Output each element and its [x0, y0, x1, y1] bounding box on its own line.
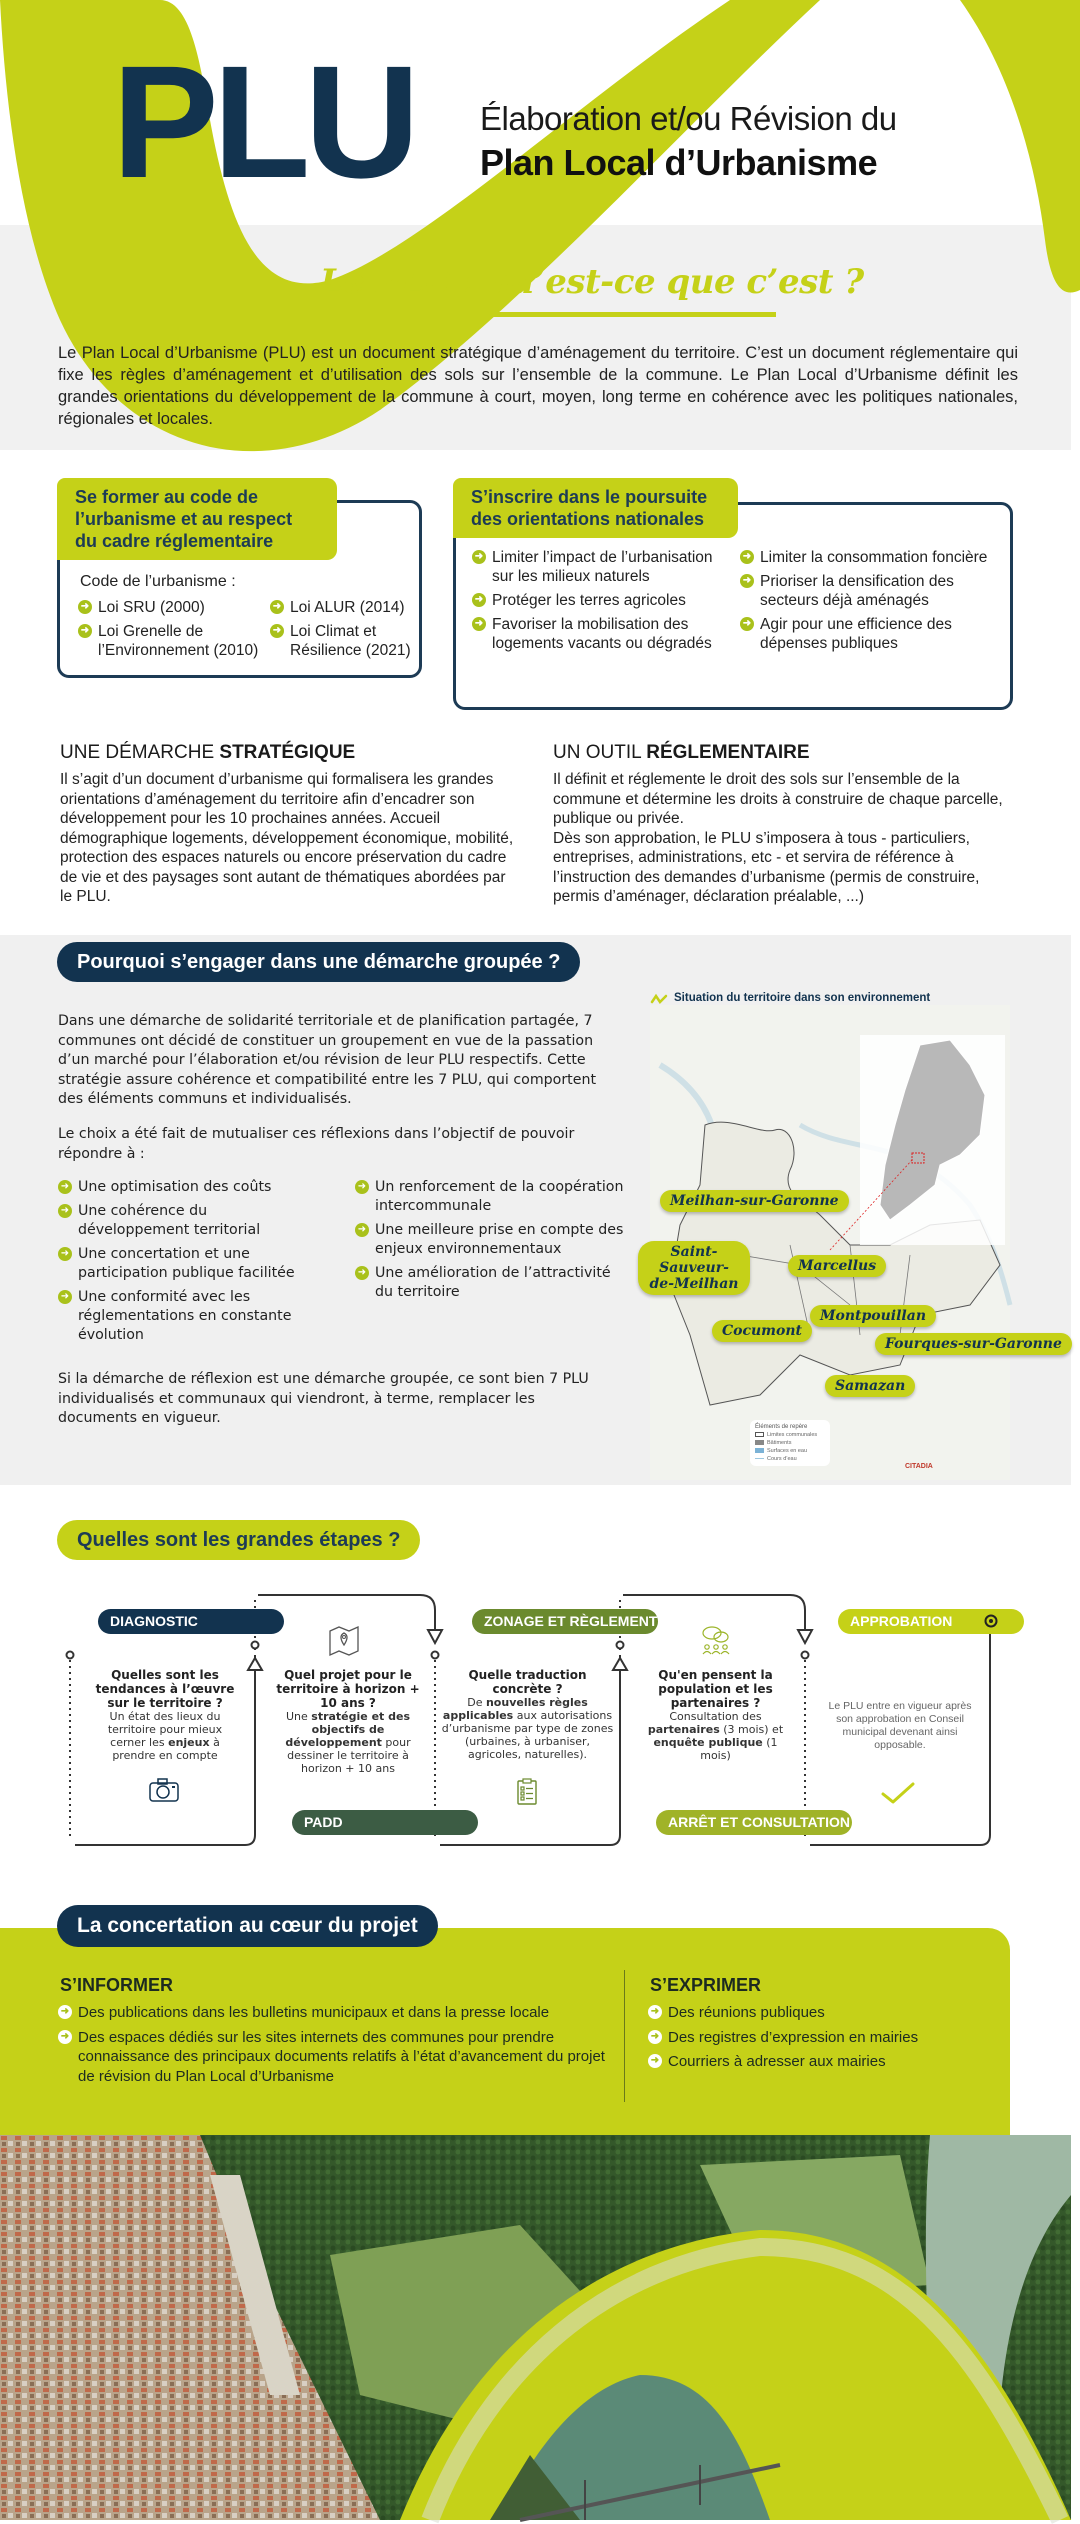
citadia-logo: CITADIA: [905, 1463, 933, 1470]
arrow-icon: ➜: [740, 617, 754, 631]
list-item: ➜ Protéger les terres agricoles: [472, 591, 727, 610]
step-arret: Qu'en pensent la population et les partenaires ? Consultation des partenaires (3 mois) et enquête publique (1 mois): [647, 1668, 784, 1762]
arrow-icon: ➜: [355, 1223, 369, 1237]
header-title: Plan Local d’Urbanisme: [480, 142, 878, 183]
arrow-icon: ➜: [58, 2005, 72, 2019]
stage-zonage: ZONAGE ET RÈGLEMENT: [472, 1609, 658, 1634]
legend-item: Limites communales: [755, 1431, 825, 1439]
step-padd: Quel projet pour le territoire à horizon + 10 ans ? Une stratégie et des objectifs de développement pour dessiner le territoire à horizon + 10 ans: [276, 1668, 420, 1775]
list-item: ➜ Une cohérence du développement territorial: [58, 1202, 318, 1240]
commune-label: Meilhan-sur-Garonne: [660, 1190, 849, 1212]
reglementaire-text: Il définit et réglemente le droit des sols sur l’ensemble de la commune et détermine les droits à construire de chaque parcelle, publique ou privée. Dès son approbation, le PLU s’imposera à tous - particuliers, entreprises, administrations, etc - et servira de référence à l’instruction des demandes d’urbanisme (permis de construire, permis d’aménager, déclaration préalable, ...): [553, 771, 1003, 905]
stage-approbation: APPROBATION: [838, 1609, 1024, 1634]
arrow-icon: ➜: [355, 1266, 369, 1280]
legend-item: Surfaces en eau: [755, 1447, 825, 1455]
concertation-title: La concertation au cœur du projet: [57, 1905, 438, 1947]
groupee-paragraph-2: Le choix a été fait de mutualiser ces réflexions dans l’objectif de pouvoir répondre à :: [58, 1126, 575, 1162]
arrow-icon: ➜: [78, 624, 92, 638]
arrow-icon: ➜: [58, 2030, 72, 2044]
header-subtitle: Élaboration et/ou Révision du: [480, 100, 897, 137]
arrow-icon: ➜: [58, 1290, 72, 1304]
list-item: ➜ Courriers à adresser aux mairies: [648, 2052, 948, 2072]
code-urbanisme-lead: Code de l’urbanisme :: [80, 573, 236, 590]
squiggle-icon: [650, 993, 668, 1005]
arrow-icon: ➜: [78, 600, 92, 614]
code-urbanisme-title: Se former au code de l’urbanisme et au respect du cadre réglementaire: [57, 478, 337, 560]
list-item: ➜ Loi SRU (2000): [78, 598, 263, 617]
strategique-heading: UNE DÉMARCHE STRATÉGIQUE: [60, 742, 356, 763]
list-item: ➜ Prioriser la densification des secteurs déjà aménagés: [740, 572, 1000, 610]
arrow-icon: ➜: [58, 1180, 72, 1194]
list-item: ➜ Une conformité avec les réglementations en constante évolution: [58, 1288, 318, 1345]
checklist-icon: [516, 1778, 538, 1806]
plu-logo: PLU: [112, 32, 414, 211]
end-target-icon: [983, 1613, 999, 1629]
commune-label: Samazan: [825, 1375, 915, 1397]
strategique-text: Il s’agit d’un document d’urbanisme qui formalisera les grandes orientations d’aménagement du territoire afin d’encadrer son développement pour les 10 prochaines années. Accueil démographique logements, développement économique, mobilité, protection des espaces naturels ou encore préservation du cadre de vie et des paysages sont autant de thématiques abordées par le PLU.: [60, 771, 514, 905]
step-approbation: Le PLU entre en vigueur après son approbation en Conseil municipal devenant ainsi opposable.: [828, 1700, 972, 1751]
stage-padd: PADD: [292, 1810, 478, 1835]
orientations-title: S’inscrire dans le poursuite des orientations nationales: [453, 478, 738, 538]
checkmark-icon: [880, 1780, 916, 1806]
exprimer-heading: S’EXPRIMER: [650, 1975, 762, 1995]
intro-text: Le Plan Local d’Urbanisme (PLU) est un document stratégique d’aménagement du territoire. C’est un document réglementaire qui fixe les règles d’aménagement et d’utilisation des sols sur l’ensemble de la commune. Le Plan Local d’Urbanisme définit les grandes orientations du développement de la commune à court, moyen, long terme en cohérence avec les politiques nationales, régionales et locales.: [58, 344, 1018, 428]
step-diagnostic: Quelles sont les tendances à l’œuvre sur le territoire ? Un état des lieux du territoire pour mieux cerner les enjeux à prendre en compte: [95, 1668, 235, 1762]
arrow-icon: ➜: [648, 2054, 662, 2068]
groupee-title: Pourquoi s’engager dans une démarche groupée ?: [57, 942, 580, 982]
arrow-icon: ➜: [740, 574, 754, 588]
groupee-benefits-col2: [355, 1178, 625, 1307]
list-item: ➜ Agir pour une efficience des dépenses publiques: [740, 615, 1000, 653]
code-laws-col2: [270, 598, 420, 665]
commune-label: Marcellus: [788, 1255, 886, 1277]
list-item: ➜ Des publications dans les bulletins municipaux et dans la presse locale: [58, 2003, 618, 2023]
list-item: ➜ Des espaces dédiés sur les sites internets des communes pour prendre connaissance des principaux documents relatifs à l’état d’avancement du projet de révision du Plan Local d’Urbanisme: [58, 2028, 618, 2087]
map-pin-icon: [328, 1625, 360, 1657]
list-item: ➜ Limiter la consommation foncière: [740, 548, 1000, 567]
list-item: ➜ Un renforcement de la coopération intercommunale: [355, 1178, 625, 1216]
list-item: ➜ Une concertation et une participation publique facilitée: [58, 1245, 318, 1283]
intro-title: Le PLU : qu’est-ce que c’est ?: [320, 262, 864, 302]
arrow-icon: ➜: [355, 1180, 369, 1194]
informer-list: [58, 2003, 618, 2091]
territory-map[interactable]: [649, 1005, 1062, 1480]
list-item: ➜ Une optimisation des coûts: [58, 1178, 318, 1197]
arrow-icon: ➜: [740, 550, 754, 564]
reglementaire-heading: UN OUTIL RÉGLEMENTAIRE: [553, 742, 810, 763]
aerial-photo: [0, 2135, 1071, 2520]
orientations-col2: [740, 548, 1000, 658]
orientations-col1: [472, 548, 727, 658]
list-item: ➜ Une amélioration de l’attractivité du territoire: [355, 1264, 625, 1302]
list-item: ➜ Loi Grenelle de l’Environnement (2010): [78, 622, 263, 660]
title-underline: [320, 312, 776, 317]
camera-icon: [148, 1777, 180, 1803]
arrow-icon: ➜: [270, 624, 284, 638]
commune-label: Cocumont: [712, 1320, 812, 1342]
groupee-paragraph-1: Dans une démarche de solidarité territoriale et de planification partagée, 7 communes ont décidé de constituer un groupement en vue de la passation d’un marché pour l’élaboration et/ou révision de leur PLU respectifs. Cette stratégie assure cohérence et compatibilité entre les 7 PLU, qui comportent des éléments communs et individualisés.: [58, 1013, 597, 1107]
legend-item: Cours d’eau: [755, 1455, 825, 1463]
informer-heading: S’INFORMER: [60, 1975, 174, 1995]
arrow-icon: ➜: [472, 550, 486, 564]
arrow-icon: ➜: [472, 593, 486, 607]
list-item: ➜ Une meilleure prise en compte des enjeux environnementaux: [355, 1221, 625, 1259]
list-item: ➜ Loi ALUR (2014): [270, 598, 420, 617]
map-title: Situation du territoire dans son environnement: [674, 992, 931, 1004]
stage-arret: ARRÊT ET CONSULTATION: [656, 1810, 852, 1835]
column-divider: [624, 1970, 625, 2102]
arrow-icon: ➜: [270, 600, 284, 614]
step-zonage: Quelle traduction concrète ? De nouvelles règles applicables aux autorisations d’urbanisme par type de zones (urbaines, à urbaniser, agricoles, naturelles).: [441, 1668, 614, 1761]
map-legend: Éléments de repère Limites communales Bâtiments Surfaces en eau Cours d’eau: [750, 1420, 830, 1466]
arrow-icon: ➜: [472, 617, 486, 631]
arrow-icon: ➜: [648, 2005, 662, 2019]
arrow-icon: ➜: [58, 1204, 72, 1218]
arrow-icon: ➜: [648, 2030, 662, 2044]
list-item: ➜ Des réunions publiques: [648, 2003, 948, 2023]
list-item: ➜ Loi Climat et Résilience (2021): [270, 622, 420, 660]
groupee-benefits-col1: [58, 1178, 318, 1350]
aerial-photo-graphic: [0, 2135, 1071, 2520]
commune-label: Saint-Sauveur-de-Meilhan: [638, 1241, 750, 1295]
etapes-title: Quelles sont les grandes étapes ?: [57, 1520, 420, 1560]
discussion-people-icon: [700, 1625, 732, 1655]
legend-item: Bâtiments: [755, 1439, 825, 1447]
stage-diagnostic: DIAGNOSTIC: [98, 1609, 284, 1634]
arrow-icon: ➜: [58, 1247, 72, 1261]
commune-label: Fourques-sur-Garonne: [875, 1333, 1072, 1355]
exprimer-list: [648, 2003, 948, 2077]
commune-label: Montpouillan: [810, 1305, 936, 1327]
list-item: ➜ Favoriser la mobilisation des logements vacants ou dégradés: [472, 615, 727, 653]
list-item: ➜ Des registres d’expression en mairies: [648, 2028, 948, 2048]
code-laws-col1: [78, 598, 263, 665]
list-item: ➜ Limiter l’impact de l’urbanisation sur les milieux naturels: [472, 548, 727, 586]
groupee-paragraph-3: Si la démarche de réflexion est une démarche groupée, ce sont bien 7 PLU individualisés et communaux qui viendront, à terme, remplacer les documents en vigueur.: [58, 1371, 589, 1426]
